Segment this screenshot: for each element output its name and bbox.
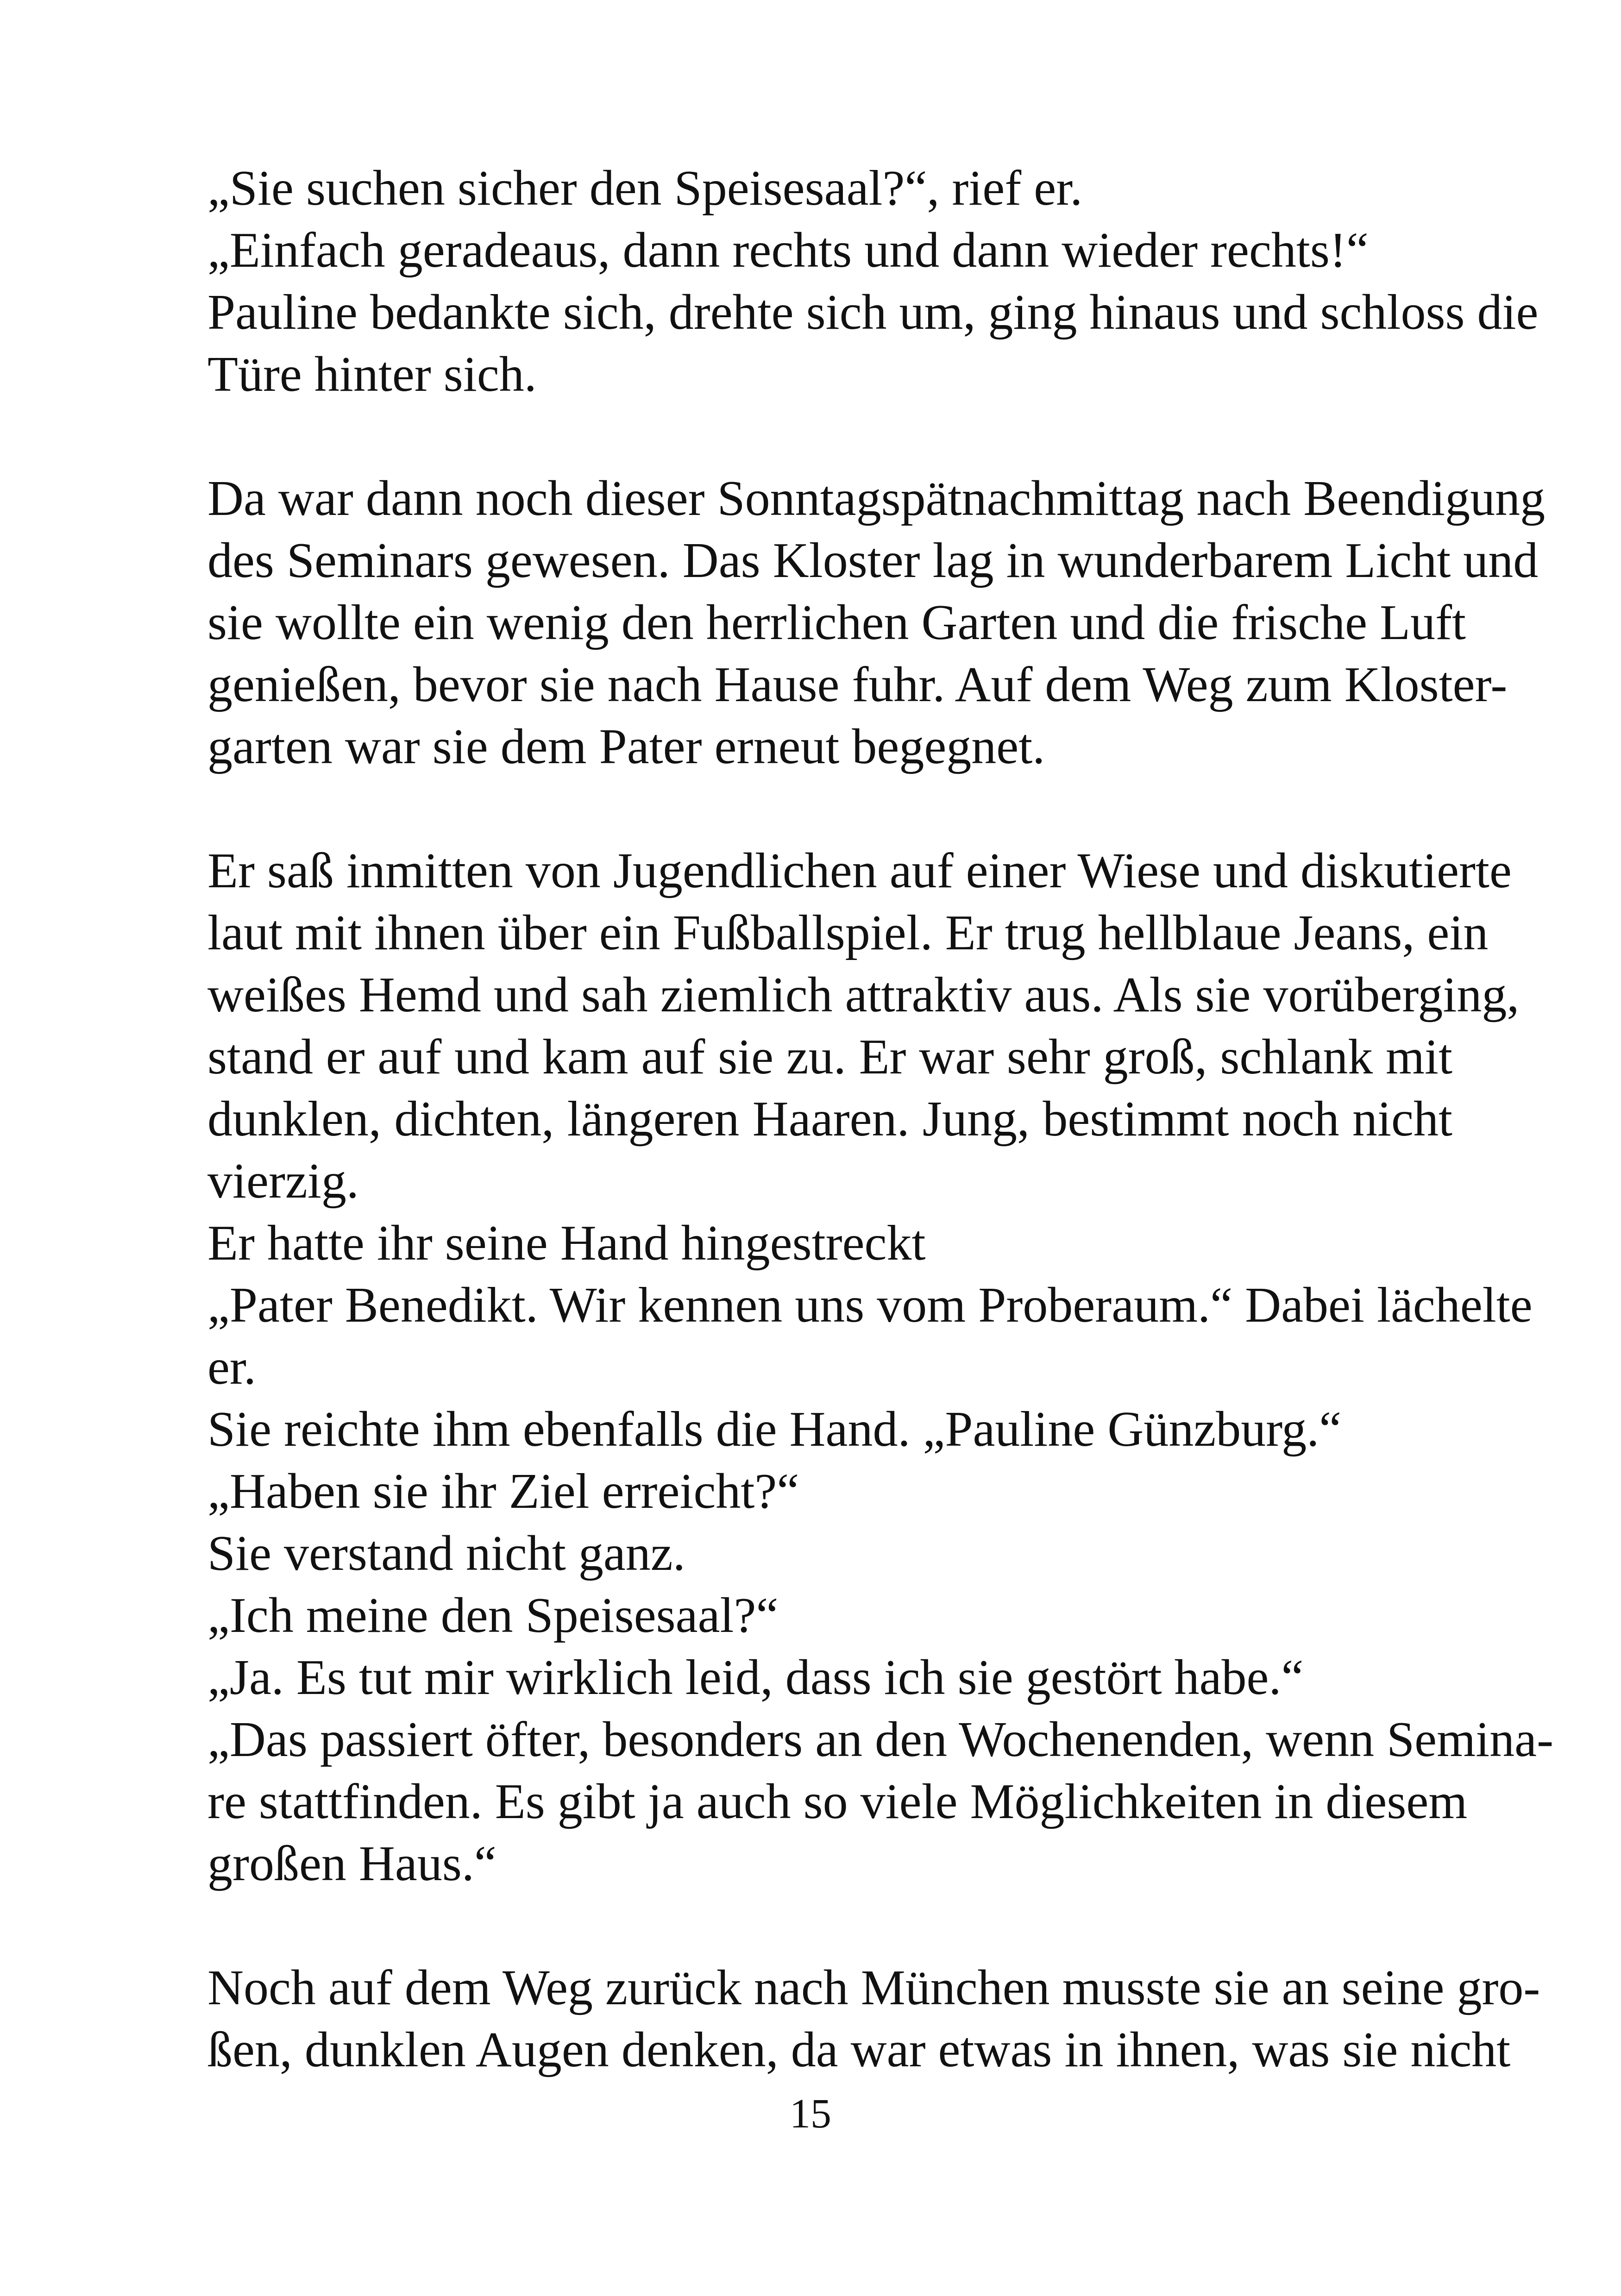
text-line: stand er auf und kam auf sie zu. Er war sehr groß, schlank mit	[207, 1029, 1452, 1085]
paragraph-gap	[207, 1895, 1452, 1957]
text-line: Da war dann noch dieser Sonntagspätnachmittag nach Beendigung	[207, 471, 1546, 526]
text-line: Sie reichte ihm ebenfalls die Hand. „Pauline Günzburg.“	[207, 1402, 1342, 1457]
text-line: „Einfach geradeaus, dann rechts und dann wieder rechts!“	[207, 223, 1369, 278]
text-line: „Das passiert öfter, besonders an den Wochenenden, wenn Semina-	[207, 1712, 1554, 1767]
paragraph	[207, 468, 1546, 778]
text-line: garten war sie dem Pater erneut begegnet.	[207, 719, 1045, 774]
text-line: dunklen, dichten, längeren Haaren. Jung, bestimmt noch nicht	[207, 1092, 1452, 1147]
text-line: großen Haus.“	[207, 1836, 496, 1891]
paragraph-gap	[207, 406, 1452, 468]
paragraph	[207, 157, 1539, 406]
text-line: re stattfinden. Es gibt ja auch so viele Möglichkeiten in diesem	[207, 1774, 1468, 1829]
text-line: laut mit ihnen über ein Fußballspiel. Er trug hellblaue Jeans, ein	[207, 905, 1489, 960]
page-number: 15	[790, 2091, 831, 2137]
text-line: weißes Hemd und sah ziemlich attraktiv aus. Als sie vorüberging,	[207, 967, 1520, 1023]
text-line: Er hatte ihr seine Hand hingestreckt	[207, 1216, 926, 1271]
paragraph	[207, 840, 1554, 1895]
text-line: des Seminars gewesen. Das Kloster lag in wunderbarem Licht und	[207, 533, 1539, 588]
text-line: Er saß inmitten von Jugendlichen auf einer Wiese und diskutierte	[207, 843, 1512, 898]
text-line: „Ich meine den Speisesaal?“	[207, 1588, 779, 1643]
text-line: genießen, bevor sie nach Hause fuhr. Auf dem Weg zum Kloster-	[207, 657, 1508, 712]
text-line: Pauline bedankte sich, drehte sich um, ging hinaus und schloss die	[207, 285, 1539, 340]
paragraph	[207, 1957, 1540, 2081]
text-line: vierzig.	[207, 1154, 359, 1209]
text-line: Noch auf dem Weg zurück nach München musste sie an seine gro-	[207, 1960, 1540, 2015]
text-line: er.	[207, 1340, 256, 1395]
text-line: „Ja. Es tut mir wirklich leid, dass ich sie gestört habe.“	[207, 1650, 1304, 1705]
text-line: sie wollte ein wenig den herrlichen Garten und die frische Luft	[207, 595, 1466, 650]
body-text	[207, 157, 1554, 2081]
paragraph-gap	[207, 778, 1452, 840]
text-line: „Pater Benedikt. Wir kennen uns vom Proberaum.“ Dabei lächelte	[207, 1278, 1533, 1333]
text-line: Türe hinter sich.	[207, 347, 537, 402]
text-line: ßen, dunklen Augen denken, da war etwas in ihnen, was sie nicht	[207, 2022, 1511, 2077]
text-line: Sie verstand nicht ganz.	[207, 1526, 685, 1581]
text-line: „Sie suchen sicher den Speisesaal?“, rief er.	[207, 161, 1083, 216]
text-line: „Haben sie ihr Ziel erreicht?“	[207, 1464, 799, 1519]
